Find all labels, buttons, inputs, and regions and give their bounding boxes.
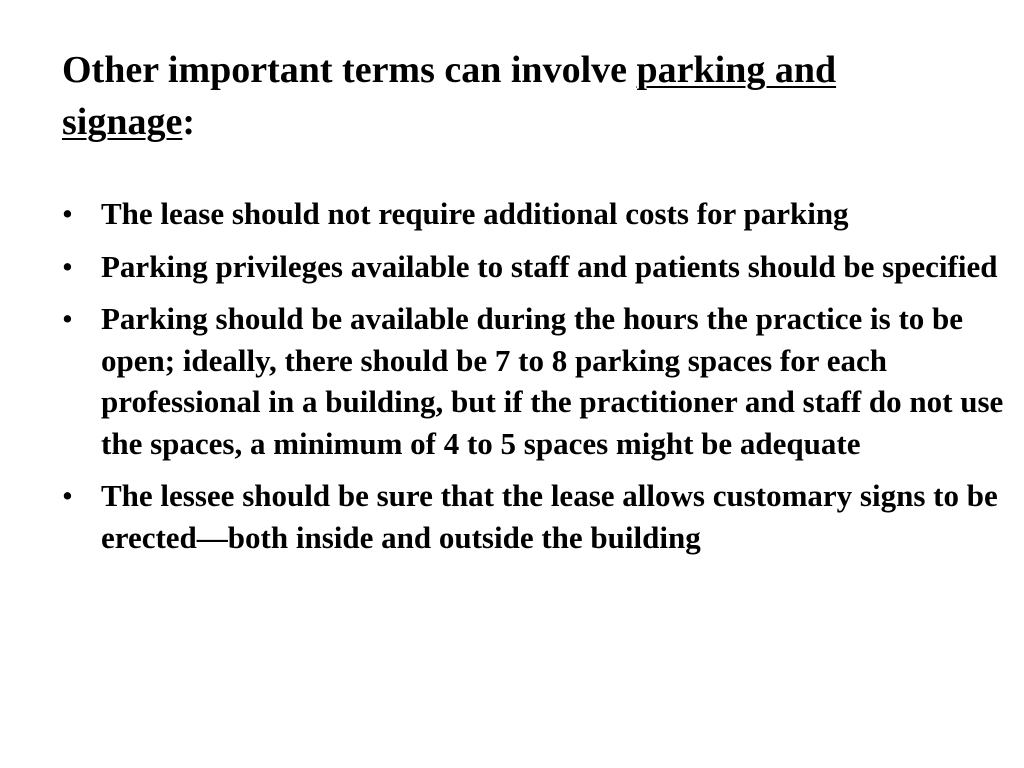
bullet-icon: •: [62, 301, 73, 336]
bullet-item: [62, 298, 1012, 464]
slide-title-lead: Other important terms can involve: [62, 49, 637, 91]
bullet-item: [62, 475, 1012, 558]
bullet-icon: •: [62, 248, 73, 284]
bullet-item: [62, 193, 1012, 235]
bullet-icon: •: [62, 478, 73, 513]
slide-title-underlined: parking and signage: [62, 49, 837, 143]
slide-title-tail: :: [182, 101, 196, 143]
bullet-icon: •: [62, 196, 73, 231]
bullet-text: The lease should not require additional costs for parking: [101, 196, 849, 231]
slide-title: [62, 44, 962, 148]
bullet-text: The lessee should be sure that the lease allows customary signs to be erected—both inside and outside the building: [101, 478, 998, 555]
bullet-text: Parking privileges available to staff and patients should be specified: [101, 248, 998, 284]
bullet-item: [62, 246, 1012, 288]
bullet-list: [62, 193, 1012, 569]
bullet-text: Parking should be available during the hours the practice is to be open; ideally, there should be 7 to 8 parking spaces for each professional in a building, but if the practitioner and staff do not use the spaces, a minimum of 4 to 5 spaces might be adequate: [101, 301, 1004, 461]
